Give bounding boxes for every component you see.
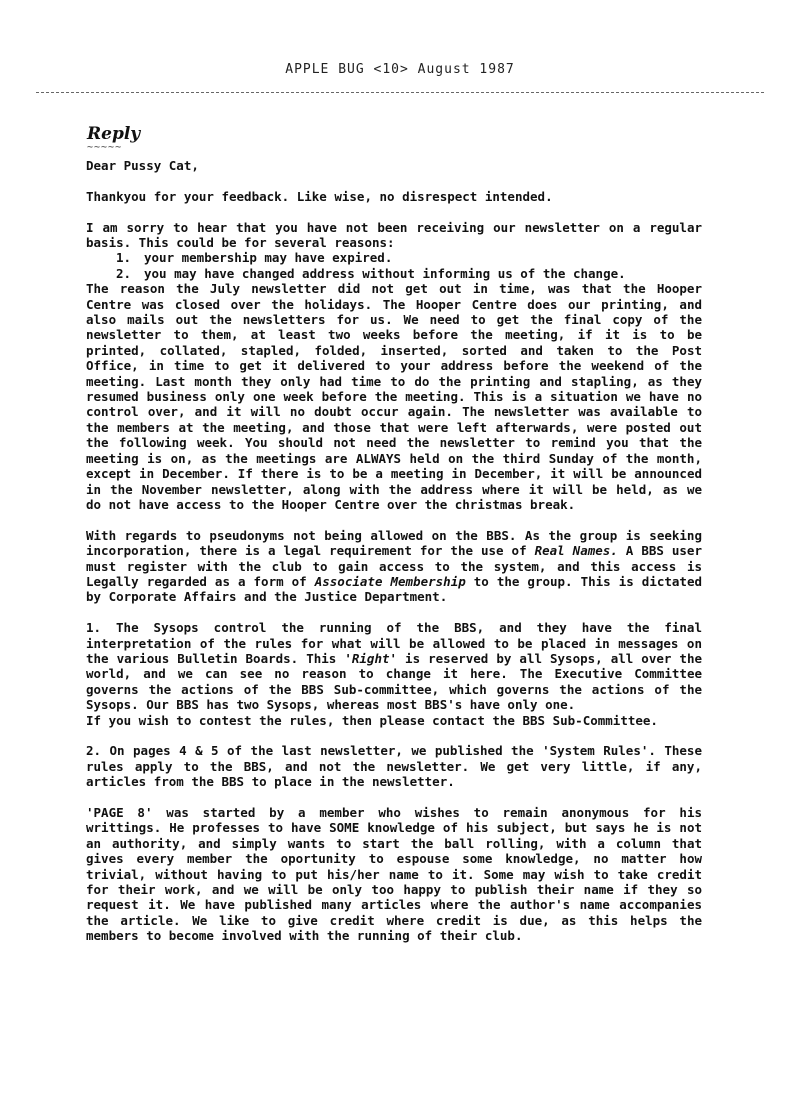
header-divider bbox=[36, 92, 764, 93]
paragraph-system-rules: 2. On pages 4 & 5 of the last newsletter, we published the 'System Rules'. These rules apply to the BBS, and not the newsletter. We get very little, if any, articles from the BBS to place in the newsletter. bbox=[86, 743, 702, 790]
reason-text: your membership may have expired. bbox=[144, 250, 393, 266]
pseudonyms-text-a: With regards to pseudonyms not being allowed on the BBS. As the group is seeking incorporation, there is a legal requirement for the use of bbox=[86, 527, 702, 559]
reason-item bbox=[86, 266, 702, 281]
reason-item bbox=[86, 250, 702, 265]
right-emphasis: 'Right' bbox=[344, 650, 398, 666]
real-names-emphasis: Real Names. bbox=[534, 543, 618, 559]
paragraph-july-newsletter: The reason the July newsletter did not get out in time, was that the Hooper Centre was closed over the holidays. The Hooper Centre does our printing, and also mails out the newsletters for us. We need to get the final copy of the newsletter to them, at least two weeks before the meeting, if it is to be printed, collated, stapled, folded, inserted, sorted and taken to the Post Office, in time to get it delivered to your address before the weekend of the meeting. Last month they only had time to do the printing and stapling, as they resumed business only one week before the meeting. This is a situation we have no control over, and it will no doubt occur again. The newsletter was available to the members at the meeting, and those that were left afterwards, were posted out the following week. You should not need the newsletter to remind you that the meeting is on, as the meetings are ALWAYS held on the third Sunday of the month, except in December. If there is to be a meeting in December, it will be announced in the November newsletter, along with the address where it will be held, as we do not have access to the Hooper Centre over the christmas break. bbox=[86, 281, 702, 512]
reply-heading-underline: ~~~~~ bbox=[87, 142, 123, 153]
sysops-text-a: 1. The Sysops control the running of the BBS, and they have the final interpretation of the rules for what will be allowed to be placed in messages on the various Bulletin Boards. This bbox=[86, 620, 702, 666]
reason-number: 2. bbox=[116, 265, 132, 281]
paragraph-page-8: 'PAGE 8' was started by a member who wishes to remain anonymous for his writtings. He professes to have SOME knowledge of his subject, but says he is not an authority, and simply wants to start the ball rolling, with a column that gives every member the oportunity to espouse some knowledge, no matter how trivial, without having to put his/her name to it. Some may wish to take credit for their work, and we will be only too happy to publish their name if they so request it. We have published many articles where the author's name accompanies the article. We like to give credit where credit is due, as this helps the members to become involved with the running of their club. bbox=[86, 804, 702, 944]
paragraph-feedback: Thankyou for your feedback. Like wise, no disrespect intended. bbox=[86, 188, 553, 204]
reply-heading: Reply bbox=[87, 124, 141, 144]
pseudonyms-text-b: A BBS user must register with the club to gain access to the system, and this access is Legally regarded as a form of bbox=[86, 543, 702, 589]
paragraph-pseudonyms bbox=[86, 528, 702, 605]
article-body bbox=[86, 158, 702, 959]
reason-text: you may have changed address without informing us of the change. bbox=[144, 265, 626, 281]
greeting: Dear Pussy Cat, bbox=[86, 158, 199, 173]
sysops-text-b: is reserved by all Sysops, all over the world, and we can see no reason to change it here. The Executive Committee governs the actions of the BBS Sub-committee, which governs the actions of the Sysops. Our BBS has two Sysops, whereas most BBS's have only one. bbox=[86, 650, 702, 713]
associate-membership-emphasis: Associate Membership bbox=[314, 573, 466, 589]
pseudonyms-text-c: to the group. This is dictated by Corporate Affairs and the Justice Department. bbox=[86, 573, 703, 605]
paragraph-contest-rules: If you wish to contest the rules, then please contact the BBS Sub-Committee. bbox=[86, 712, 658, 728]
paragraph-sysops bbox=[86, 620, 702, 712]
page-header: APPLE BUG <10> August 1987 bbox=[285, 62, 515, 77]
reason-number: 1. bbox=[116, 250, 132, 266]
paragraph-reasons-intro: I am sorry to hear that you have not been receiving our newsletter on a regular basis. This could be for several reasons: bbox=[86, 219, 702, 250]
